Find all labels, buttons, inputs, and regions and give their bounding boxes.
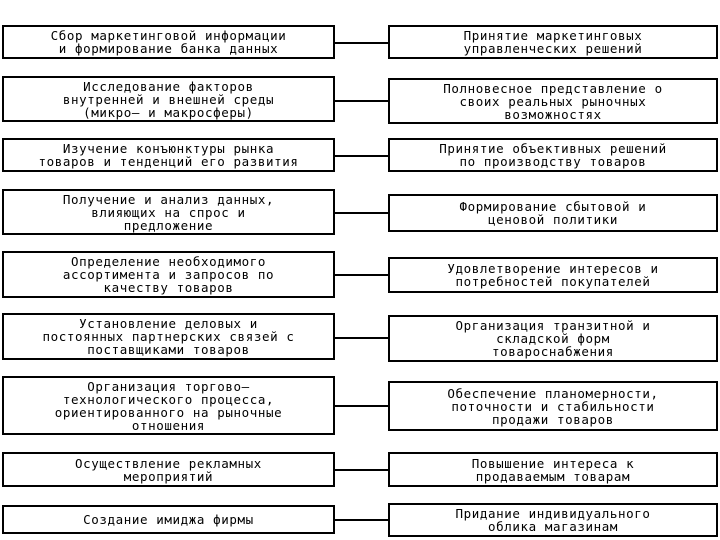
left-box-1: [2, 25, 335, 59]
right-box-6-text: Организация транзитной и складской форм товароснабжения: [455, 318, 651, 359]
right-box-3-text: Принятие объективных решений по производству товаров: [439, 141, 667, 169]
connector-3: [335, 155, 388, 157]
left-box-6: [2, 313, 335, 360]
right-box-2-text: Полновесное представление о своих реальных рыночных возможностях: [443, 80, 663, 122]
right-box-2: [388, 78, 718, 124]
left-box-3: [2, 138, 335, 172]
right-box-8-text: Повышение интереса к продаваемым товарам: [471, 455, 635, 484]
right-box-9-text: Придание индивидуального облика магазинам: [455, 506, 651, 534]
left-box-8: [2, 452, 335, 487]
right-box-4-text: Формирование сбытовой и ценовой политики: [459, 199, 647, 227]
right-box-7: [388, 381, 718, 431]
right-box-8: [388, 452, 718, 487]
connector-5: [335, 274, 388, 276]
connector-4: [335, 212, 388, 214]
left-box-6-text: Установление деловых и постоянных партнерских связей с поставщиками товаров: [42, 316, 295, 357]
connector-9: [335, 519, 388, 521]
left-box-1-text: Сбор маркетинговой информации и формирование банка данных: [50, 28, 287, 56]
left-box-7-text: Организация торгово– технологического процесса, ориентированного на рыночные отношения: [54, 378, 283, 433]
right-box-9: [388, 503, 718, 537]
right-box-4: [388, 194, 718, 232]
connector-1: [335, 42, 388, 44]
left-box-4-text: Получение и анализ данных, влияющих на спрос и предложение: [62, 191, 275, 233]
right-box-5: [388, 257, 718, 293]
left-box-2: [2, 76, 335, 122]
connector-6: [335, 337, 388, 339]
right-box-3: [388, 138, 718, 172]
connector-7: [335, 405, 388, 407]
connector-2: [335, 100, 388, 102]
right-box-1: [388, 25, 718, 59]
left-box-2-text: Исследование факторов внутренней и внешней среды (микро– и макросферы): [62, 78, 275, 120]
right-box-6: [388, 315, 718, 362]
right-box-7-text: Обеспечение планомерности, поточности и стабильности продажи товаров: [447, 385, 659, 427]
left-box-5-text: Определение необходимого ассортимента и запросов по качеству товаров: [62, 254, 275, 295]
left-box-9: [2, 505, 335, 534]
left-box-9-text: Создание имиджа фирмы: [83, 512, 254, 527]
connector-8: [335, 469, 388, 471]
left-box-3-text: Изучение конъюнктуры рынка товаров и тенденций его развития: [38, 141, 299, 169]
left-box-7: [2, 376, 335, 435]
left-box-4: [2, 189, 335, 235]
left-box-8-text: Осуществление рекламных мероприятий: [75, 455, 262, 484]
right-box-5-text: Удовлетворение интересов и потребностей покупателей: [447, 261, 659, 289]
right-box-1-text: Принятие маркетинговых управленческих решений: [463, 28, 643, 56]
left-box-5: [2, 251, 335, 298]
